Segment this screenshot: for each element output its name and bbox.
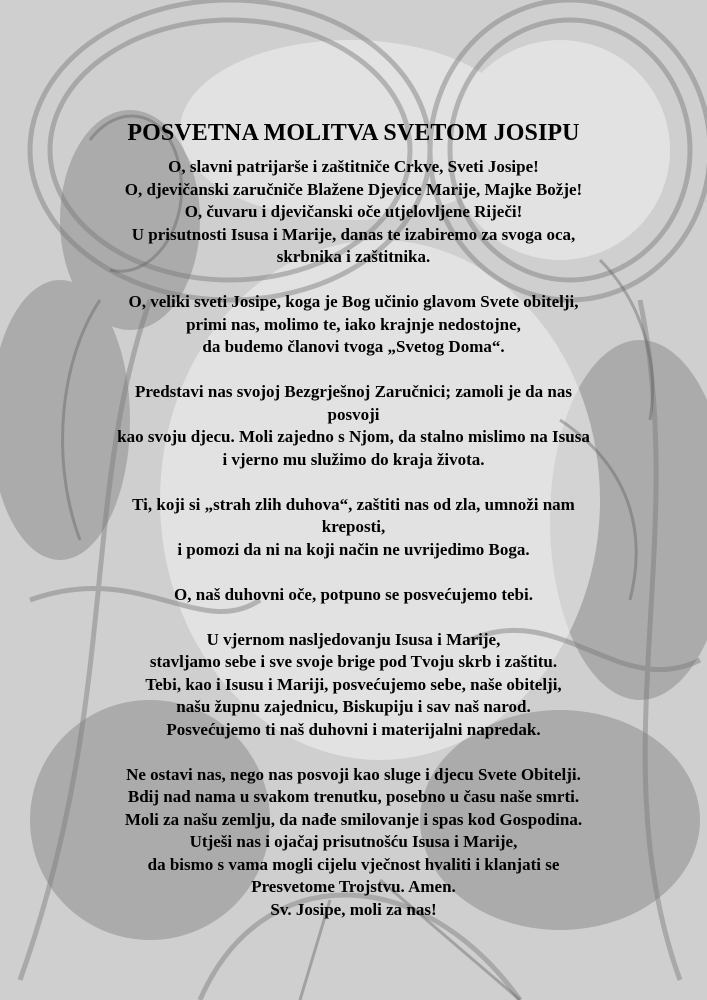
text-line: da budemo članovi tvoga „Svetog Doma“. <box>202 337 505 356</box>
paragraph-3 <box>40 381 667 471</box>
text-line: primi nas, molimo te, iako krajnje nedostojne, <box>186 314 521 334</box>
text-line: O, veliki sveti Josipe, koga je Bog učinio glavom Svete obitelji, <box>128 292 579 311</box>
text-line: stavljamo sebe i sve svoje brige pod Tvoju skrb i zaštitu. <box>149 652 558 671</box>
text-line: našu župnu zajednicu, Biskupiju i sav naš narod. <box>176 697 531 716</box>
text-line: posvoji <box>327 404 380 424</box>
text-line: Moli za našu zemlju, da nađe smilovanje i spas kod Gospodina. <box>124 809 583 829</box>
text-line: O, čuvaru i djevičanski oče utjelovljene Riječi! <box>184 202 523 221</box>
text-line: Bdij nad nama u svakom trenutku, posebno u času naše smrti. <box>127 787 580 806</box>
text-line: Presvetome Trojstvu. Amen. <box>251 877 456 896</box>
text-line: da bismo s vama mogli cijelu vječnost hvaliti i klanjati se <box>147 854 560 874</box>
text-line: Tebi, kao i Isusu i Mariji, posvećujemo sebe, naše obitelji, <box>145 674 562 694</box>
text-line: kao svoju djecu. Moli zajedno s Njom, da stalno mislimo na Isusa <box>117 427 590 446</box>
paragraph-1 <box>40 156 667 269</box>
text-line: O, slavni patrijarše i zaštitniče Crkve, Sveti Josipe! <box>168 157 539 176</box>
text-line: Posvećujemo ti naš duhovni i materijalni napredak. <box>166 719 541 739</box>
text-line: O, djevičanski zaručniče Blažene Djevice Marije, Majke Božje! <box>124 179 583 199</box>
paragraph-4 <box>40 494 667 562</box>
text-line: Ti, koji si „strah zlih duhova“, zaštiti nas od zla, umnoži nam <box>132 494 575 514</box>
paragraph-7 <box>40 764 667 922</box>
text-line: kreposti, <box>321 517 386 536</box>
text-line: Sv. Josipe, moli za nas! <box>270 899 437 919</box>
text-line: i pomozi da ni na koji način ne uvrijedimo Boga. <box>177 539 530 559</box>
paragraph-5 <box>40 584 667 607</box>
text-line: U vjernom nasljedovanju Isusa i Marije, <box>206 629 501 649</box>
text-line: U prisutnosti Isusa i Marije, danas te izabiremo za svoga oca, <box>131 224 576 244</box>
paragraph-2 <box>40 291 667 359</box>
text-line: Predstavi nas svojoj Bezgrješnoj Zaručnici; zamoli je da nas <box>135 382 572 401</box>
text-line: Utješi nas i ojačaj prisutnošću Isusa i Marije, <box>189 832 518 851</box>
text-line: i vjerno mu služimo do kraja života. <box>222 449 485 469</box>
text-line: O, naš duhovni oče, potpuno se posvećujemo tebi. <box>174 584 533 604</box>
text-line: Ne ostavi nas, nego nas posvoji kao sluge i djecu Svete Obitelji. <box>126 764 581 784</box>
prayer-body <box>40 156 667 944</box>
paragraph-6 <box>40 629 667 742</box>
prayer-title: POSVETNA MOLITVA SVETOM JOSIPU <box>127 120 580 146</box>
text-line: skrbnika i zaštitnika. <box>276 247 431 266</box>
